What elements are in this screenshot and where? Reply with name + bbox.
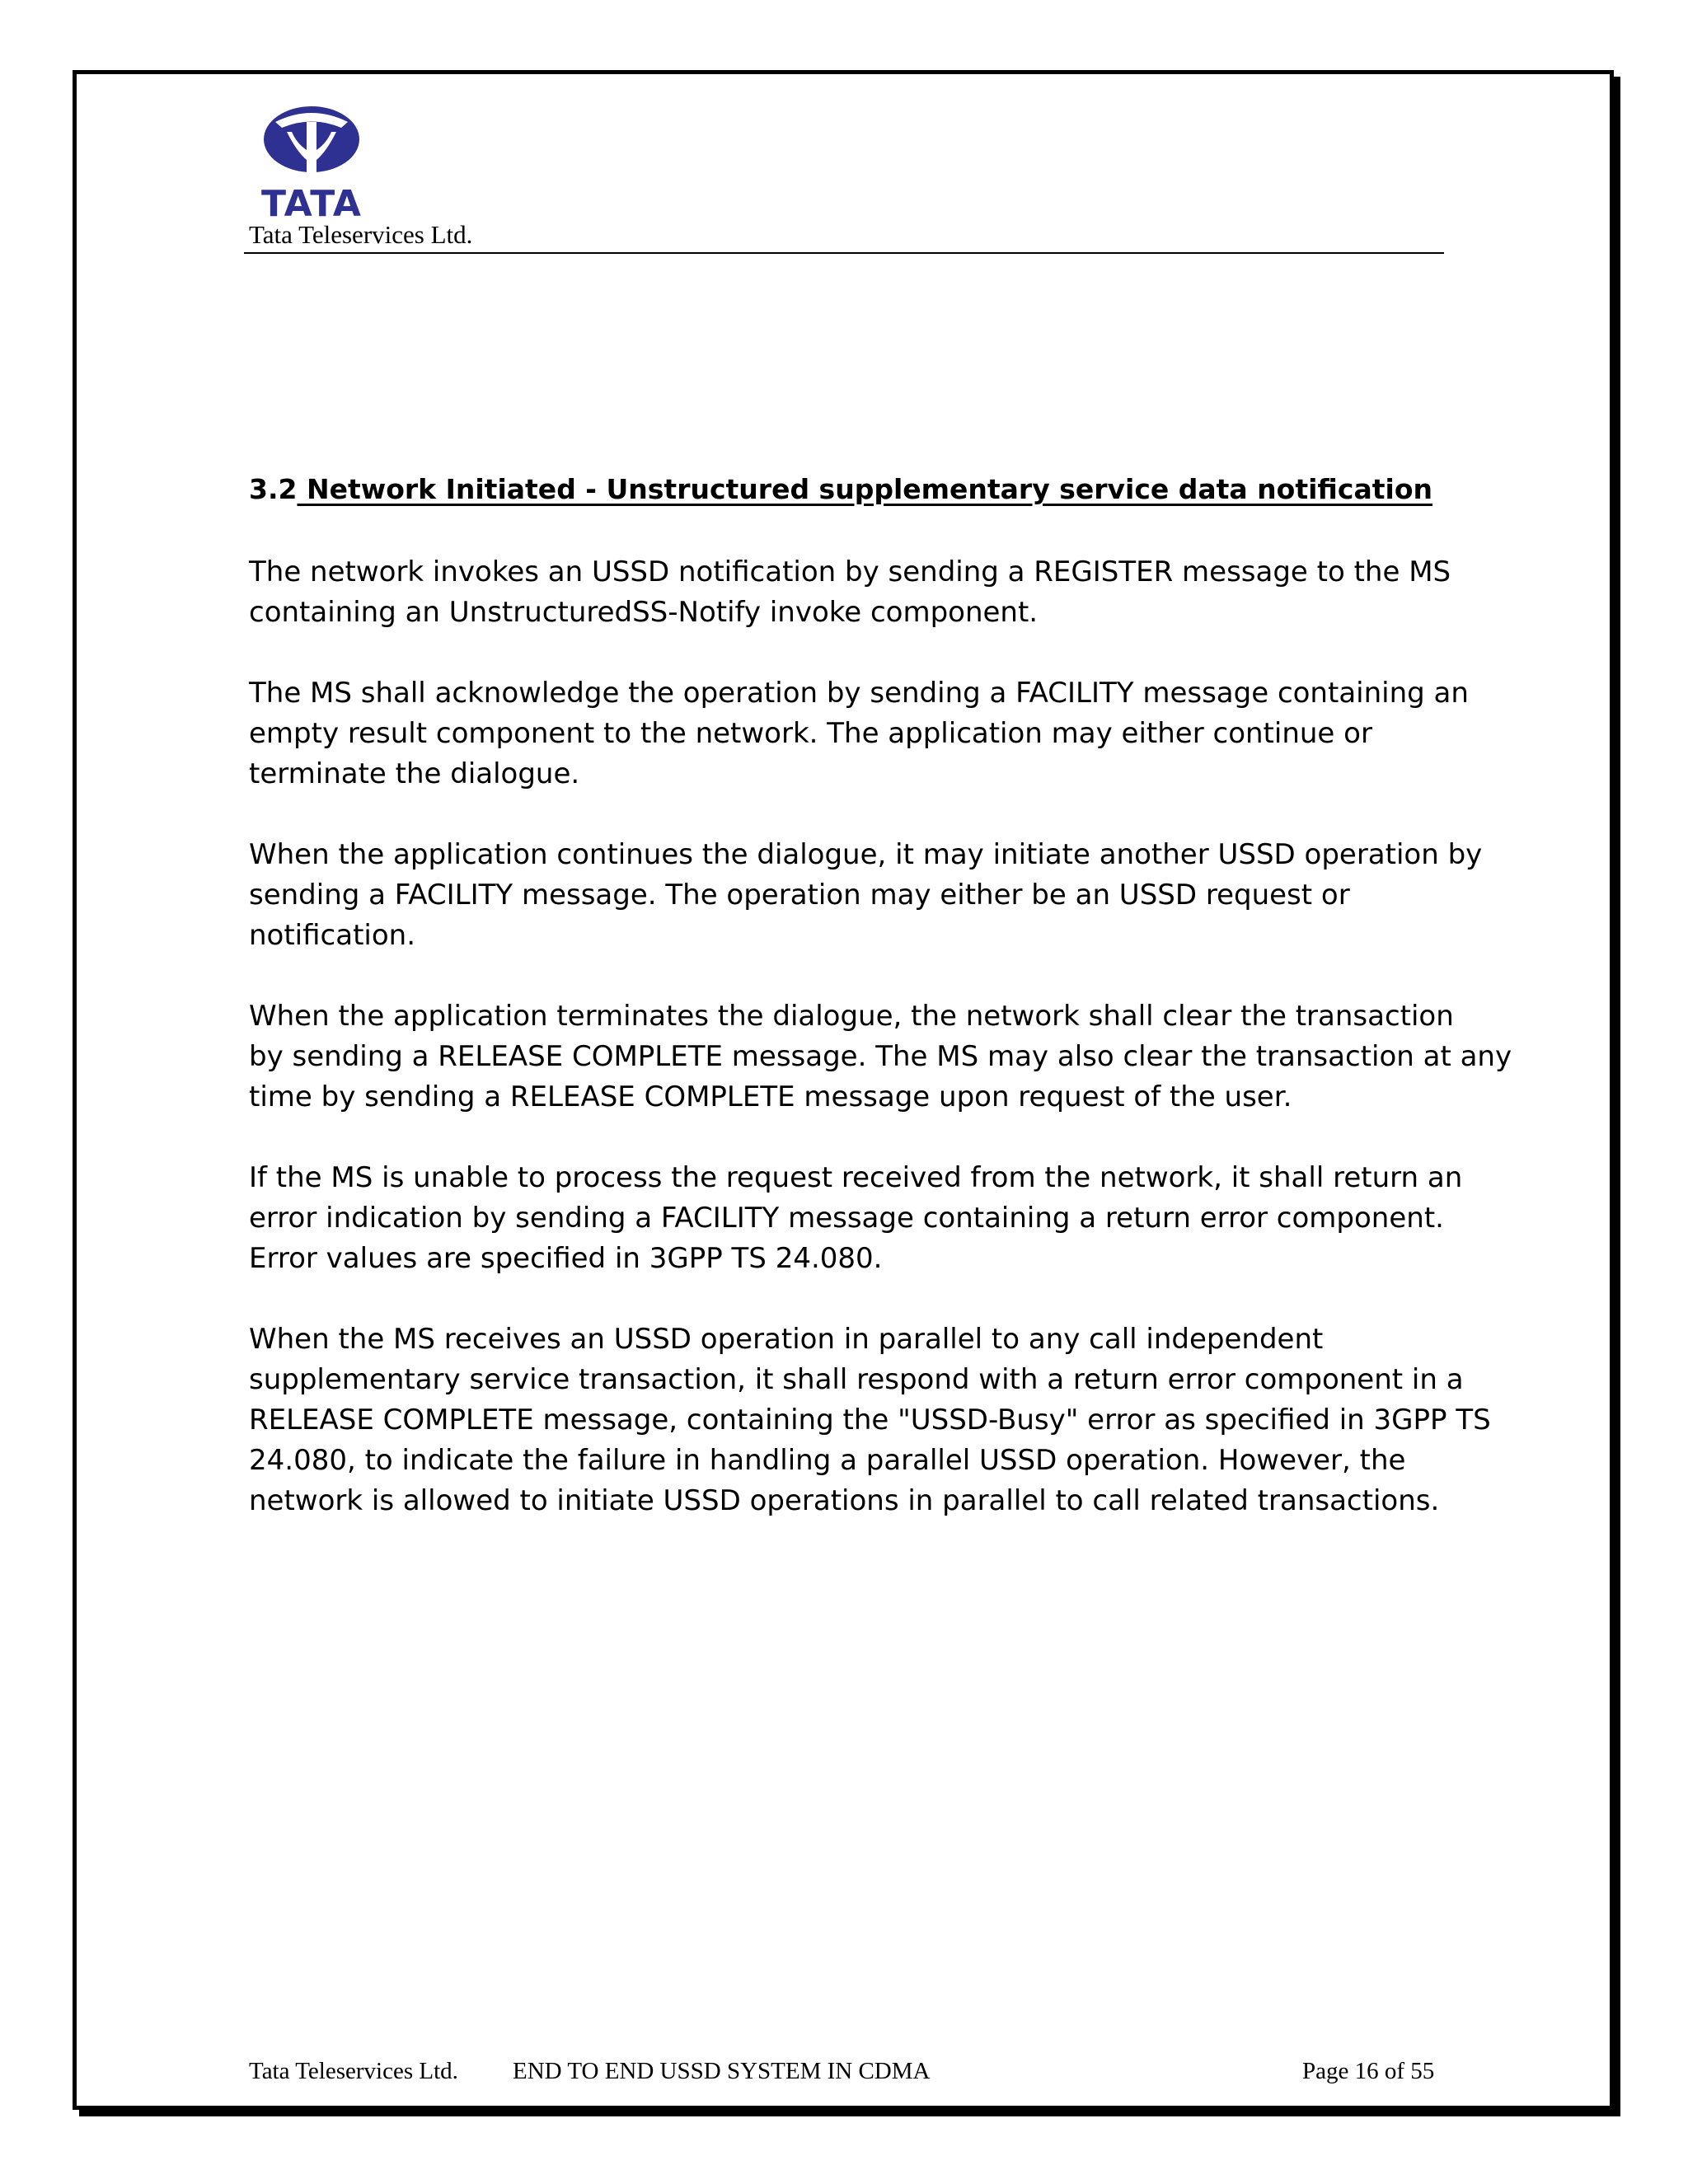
text-line: When the MS receives an USSD operation in parallel to any call independent	[249, 1323, 1324, 1356]
text-line: by sending a RELEASE COMPLETE message. The MS may also clear the transaction at any	[249, 1040, 1512, 1073]
paragraph	[249, 552, 1452, 633]
text-line: When the application continues the dialogue, it may initiate another USSD operation by	[249, 838, 1483, 871]
footer-document-title: END TO END USSD SYSTEM IN CDMA	[513, 2058, 931, 2084]
footer-company: Tata Teleservices Ltd.	[249, 2058, 458, 2084]
text-line: sending a FACILITY message. The operation may either be an USSD request or	[249, 879, 1350, 912]
text-line: RELEASE COMPLETE message, containing the "USSD-Busy" error as specified in 3GPP TS	[249, 1404, 1491, 1436]
text-line: network is allowed to initiate USSD operations in parallel to call related transactions.	[249, 1484, 1440, 1517]
text-line: time by sending a RELEASE COMPLETE message upon request of the user.	[249, 1080, 1292, 1113]
text-line: 24.080, to indicate the failure in handling a parallel USSD operation. However, the	[249, 1444, 1406, 1477]
svg-text:TATA: TATA	[261, 183, 362, 224]
footer-page-number: Page 16 of 55	[1302, 2058, 1435, 2084]
text-line: error indication by sending a FACILITY message containing a return error component.	[249, 1202, 1444, 1235]
tata-logo	[246, 101, 377, 224]
paragraph	[249, 673, 1469, 794]
text-line: The network invokes an USSD notification by sending a REGISTER message to the MS	[249, 555, 1451, 588]
text-line: supplementary service transaction, it shall respond with a return error component in a	[249, 1363, 1464, 1396]
text-line: When the application terminates the dialogue, the network shall clear the transaction	[249, 1000, 1454, 1033]
text-line: containing an UnstructuredSS-Notify invoke component.	[249, 596, 1039, 629]
text-line: empty result component to the network. The application may either continue or	[249, 717, 1372, 750]
paragraph	[249, 1158, 1463, 1279]
section-number: 3.2	[249, 473, 298, 505]
text-line: The MS shall acknowledge the operation by sending a FACILITY message containing an	[249, 677, 1469, 710]
text-line: notification.	[249, 919, 416, 952]
text-line: terminate the dialogue.	[249, 757, 580, 790]
paragraph	[249, 996, 1512, 1118]
section-title: Network Initiated - Unstructured supplementary service data notification	[297, 473, 1432, 505]
text-line: If the MS is unable to process the request received from the network, it shall return an	[249, 1161, 1463, 1194]
header-divider	[244, 252, 1444, 254]
text-line: Error values are specified in 3GPP TS 24.080.	[249, 1242, 883, 1275]
body-text	[249, 552, 1512, 1562]
section-heading	[249, 471, 1432, 508]
header-company-name: Tata Teleservices Ltd.	[249, 220, 473, 249]
paragraph	[249, 1319, 1491, 1521]
paragraph	[249, 835, 1483, 956]
